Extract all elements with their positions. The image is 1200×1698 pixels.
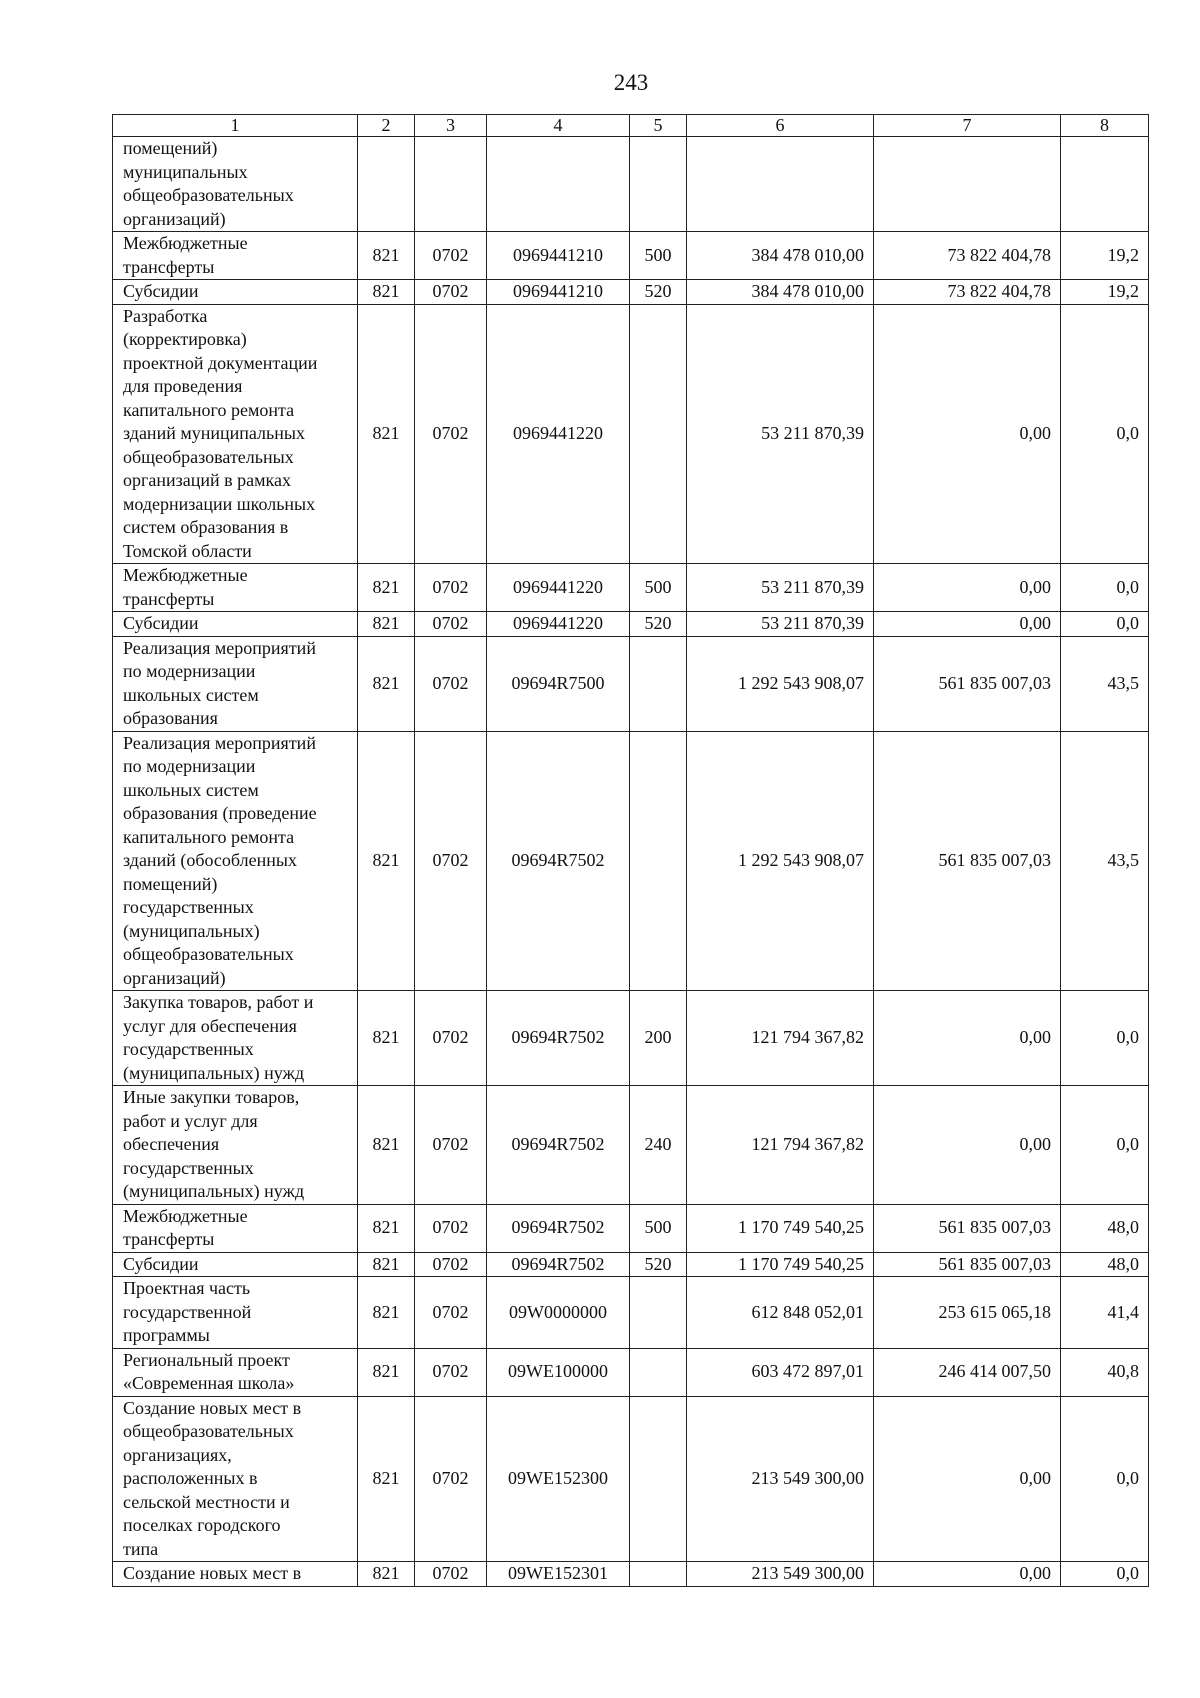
target-article-code: 09WE152300 — [487, 1396, 630, 1562]
section-code: 0702 — [415, 731, 487, 991]
column-header: 2 — [358, 115, 415, 137]
section-code: 0702 — [415, 1562, 487, 1587]
target-article-code: 09694R7500 — [487, 636, 630, 731]
target-article-code: 09694R7502 — [487, 1204, 630, 1252]
table-row — [113, 232, 1149, 280]
planned-amount: 53 211 870,39 — [687, 612, 874, 637]
column-number-row — [113, 115, 1149, 137]
ministry-code: 821 — [358, 232, 415, 280]
section-code: 0702 — [415, 612, 487, 637]
planned-amount: 612 848 052,01 — [687, 1277, 874, 1349]
target-article-code: 09WE100000 — [487, 1348, 630, 1396]
expense-type-code: 500 — [630, 232, 687, 280]
target-article-code: 0969441220 — [487, 564, 630, 612]
item-name: Создание новых мест в общеобразовательных организациях, расположенных в сельской местности и поселках городского типа — [113, 1396, 358, 1562]
ministry-code: 821 — [358, 1562, 415, 1587]
target-article-code: 09694R7502 — [487, 991, 630, 1086]
expense-type-code — [630, 731, 687, 991]
column-header: 5 — [630, 115, 687, 137]
column-header: 8 — [1061, 115, 1149, 137]
expense-type-code: 500 — [630, 564, 687, 612]
item-name: Реализация мероприятий по модернизации школьных систем образования — [113, 636, 358, 731]
execution-percent: 0,0 — [1061, 991, 1149, 1086]
executed-amount: 246 414 007,50 — [874, 1348, 1061, 1396]
item-name: Межбюджетные трансферты — [113, 564, 358, 612]
execution-percent: 19,2 — [1061, 280, 1149, 305]
ministry-code: 821 — [358, 1086, 415, 1205]
section-code: 0702 — [415, 1252, 487, 1277]
ministry-code: 821 — [358, 1204, 415, 1252]
item-name: Создание новых мест в — [113, 1562, 358, 1587]
section-code: 0702 — [415, 564, 487, 612]
table-row — [113, 1086, 1149, 1205]
item-name: Региональный проект «Современная школа» — [113, 1348, 358, 1396]
item-name: Закупка товаров, работ и услуг для обеспечения государственных (муниципальных) нужд — [113, 991, 358, 1086]
table-row — [113, 612, 1149, 637]
item-name: Межбюджетные трансферты — [113, 1204, 358, 1252]
executed-amount: 0,00 — [874, 612, 1061, 637]
planned-amount: 213 549 300,00 — [687, 1562, 874, 1587]
page-number: 243 — [613, 70, 649, 95]
executed-amount: 0,00 — [874, 304, 1061, 564]
budget-table — [112, 114, 1149, 1587]
expense-type-code: 500 — [630, 1204, 687, 1252]
table-row — [113, 1204, 1149, 1252]
planned-amount: 121 794 367,82 — [687, 991, 874, 1086]
target-article-code: 09694R7502 — [487, 1086, 630, 1205]
item-name: Субсидии — [113, 280, 358, 305]
column-header: 4 — [487, 115, 630, 137]
executed-amount: 0,00 — [874, 1086, 1061, 1205]
execution-percent: 0,0 — [1061, 1562, 1149, 1587]
ministry-code: 821 — [358, 991, 415, 1086]
item-name: Субсидии — [113, 1252, 358, 1277]
target-article-code: 09694R7502 — [487, 731, 630, 991]
section-code: 0702 — [415, 232, 487, 280]
ministry-code: 821 — [358, 564, 415, 612]
executed-amount: 0,00 — [874, 991, 1061, 1086]
executed-amount: 0,00 — [874, 564, 1061, 612]
expense-type-code — [630, 1396, 687, 1562]
execution-percent: 40,8 — [1061, 1348, 1149, 1396]
execution-percent: 0,0 — [1061, 612, 1149, 637]
ministry-code: 821 — [358, 636, 415, 731]
item-name: Разработка (корректировка) проектной документации для проведения капитального ремонта зданий муниципальных общеобразовательных организаций в рамках модернизации школьных систем образования в Томской области — [113, 304, 358, 564]
ministry-code: 821 — [358, 612, 415, 637]
ministry-code — [358, 137, 415, 232]
executed-amount: 73 822 404,78 — [874, 232, 1061, 280]
table-row — [113, 636, 1149, 731]
section-code: 0702 — [415, 991, 487, 1086]
execution-percent — [1061, 137, 1149, 232]
item-name: Реализация мероприятий по модернизации школьных систем образования (проведение капитального ремонта зданий (обособленных помещений) государственных (муниципальных) общеобразовательных организаций) — [113, 731, 358, 991]
target-article-code: 09WE152301 — [487, 1562, 630, 1587]
executed-amount: 561 835 007,03 — [874, 636, 1061, 731]
ministry-code: 821 — [358, 1277, 415, 1349]
expense-type-code — [630, 1562, 687, 1587]
expense-type-code — [630, 137, 687, 232]
expense-type-code — [630, 1277, 687, 1349]
executed-amount: 561 835 007,03 — [874, 1204, 1061, 1252]
target-article-code: 09694R7502 — [487, 1252, 630, 1277]
target-article-code: 0969441220 — [487, 612, 630, 637]
ministry-code: 821 — [358, 1396, 415, 1562]
column-header: 1 — [113, 115, 358, 137]
planned-amount: 121 794 367,82 — [687, 1086, 874, 1205]
ministry-code: 821 — [358, 280, 415, 305]
execution-percent: 41,4 — [1061, 1277, 1149, 1349]
planned-amount: 603 472 897,01 — [687, 1348, 874, 1396]
column-header: 7 — [874, 115, 1061, 137]
table-row — [113, 1396, 1149, 1562]
expense-type-code: 520 — [630, 612, 687, 637]
planned-amount: 1 170 749 540,25 — [687, 1204, 874, 1252]
expense-type-code: 200 — [630, 991, 687, 1086]
planned-amount: 53 211 870,39 — [687, 304, 874, 564]
table-row — [113, 731, 1149, 991]
target-article-code: 0969441210 — [487, 280, 630, 305]
planned-amount: 213 549 300,00 — [687, 1396, 874, 1562]
expense-type-code — [630, 1348, 687, 1396]
execution-percent: 0,0 — [1061, 564, 1149, 612]
section-code: 0702 — [415, 1277, 487, 1349]
ministry-code: 821 — [358, 731, 415, 991]
expense-type-code — [630, 636, 687, 731]
execution-percent: 43,5 — [1061, 636, 1149, 731]
expense-type-code: 240 — [630, 1086, 687, 1205]
execution-percent: 0,0 — [1061, 1396, 1149, 1562]
section-code: 0702 — [415, 304, 487, 564]
execution-percent: 48,0 — [1061, 1252, 1149, 1277]
executed-amount: 73 822 404,78 — [874, 280, 1061, 305]
section-code: 0702 — [415, 1348, 487, 1396]
execution-percent: 43,5 — [1061, 731, 1149, 991]
item-name: помещений) муниципальных общеобразовательных организаций) — [113, 137, 358, 232]
table-row — [113, 564, 1149, 612]
executed-amount — [874, 137, 1061, 232]
table-row — [113, 1252, 1149, 1277]
ministry-code: 821 — [358, 304, 415, 564]
execution-percent: 48,0 — [1061, 1204, 1149, 1252]
target-article-code — [487, 137, 630, 232]
target-article-code: 0969441220 — [487, 304, 630, 564]
column-header: 6 — [687, 115, 874, 137]
section-code: 0702 — [415, 1204, 487, 1252]
column-header: 3 — [415, 115, 487, 137]
table-row — [113, 304, 1149, 564]
expense-type-code: 520 — [630, 1252, 687, 1277]
planned-amount — [687, 137, 874, 232]
target-article-code: 0969441210 — [487, 232, 630, 280]
planned-amount: 384 478 010,00 — [687, 232, 874, 280]
execution-percent: 19,2 — [1061, 232, 1149, 280]
section-code: 0702 — [415, 1086, 487, 1205]
table-row — [113, 1277, 1149, 1349]
section-code: 0702 — [415, 1396, 487, 1562]
planned-amount: 1 292 543 908,07 — [687, 731, 874, 991]
execution-percent: 0,0 — [1061, 304, 1149, 564]
table-row — [113, 280, 1149, 305]
item-name: Субсидии — [113, 612, 358, 637]
expense-type-code: 520 — [630, 280, 687, 305]
table-row — [113, 1562, 1149, 1587]
planned-amount: 1 170 749 540,25 — [687, 1252, 874, 1277]
executed-amount: 0,00 — [874, 1396, 1061, 1562]
expense-type-code — [630, 304, 687, 564]
ministry-code: 821 — [358, 1348, 415, 1396]
executed-amount: 253 615 065,18 — [874, 1277, 1061, 1349]
ministry-code: 821 — [358, 1252, 415, 1277]
planned-amount: 384 478 010,00 — [687, 280, 874, 305]
section-code — [415, 137, 487, 232]
planned-amount: 1 292 543 908,07 — [687, 636, 874, 731]
target-article-code: 09W0000000 — [487, 1277, 630, 1349]
section-code: 0702 — [415, 636, 487, 731]
item-name: Иные закупки товаров, работ и услуг для обеспечения государственных (муниципальных) нужд — [113, 1086, 358, 1205]
table-row — [113, 991, 1149, 1086]
executed-amount: 0,00 — [874, 1562, 1061, 1587]
table-row — [113, 1348, 1149, 1396]
section-code: 0702 — [415, 280, 487, 305]
item-name: Межбюджетные трансферты — [113, 232, 358, 280]
table-row — [113, 137, 1149, 232]
executed-amount: 561 835 007,03 — [874, 1252, 1061, 1277]
planned-amount: 53 211 870,39 — [687, 564, 874, 612]
item-name: Проектная часть государственной программы — [113, 1277, 358, 1349]
execution-percent: 0,0 — [1061, 1086, 1149, 1205]
executed-amount: 561 835 007,03 — [874, 731, 1061, 991]
